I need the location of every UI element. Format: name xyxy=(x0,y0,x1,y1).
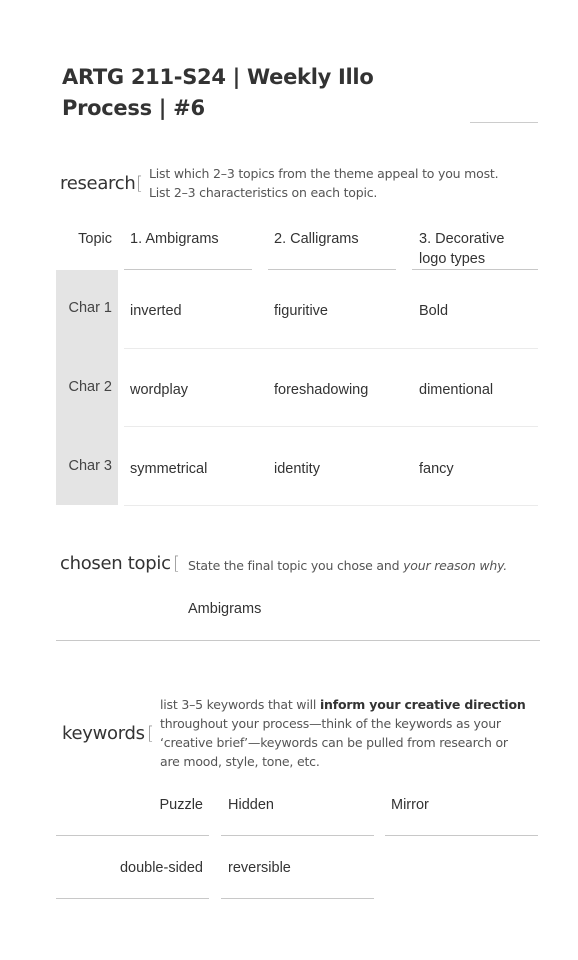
chosen-topic-bracket: [ xyxy=(173,553,181,574)
topic-1: 1. Ambigrams xyxy=(130,231,219,247)
chosen-instruction-italic: your reason why. xyxy=(403,558,508,573)
keyword-2: Hidden xyxy=(228,797,274,813)
topic-header: Topic xyxy=(78,231,112,247)
research-bracket: [ xyxy=(136,173,144,194)
keyword-2-rule xyxy=(221,835,374,836)
topic-2: 2. Calligrams xyxy=(274,231,359,247)
char-1-label: Char 1 xyxy=(68,300,112,316)
char-3-label: Char 3 xyxy=(68,458,112,474)
chosen-instruction-plain: State the final topic you chose and xyxy=(188,558,404,573)
char-1-topic-3: Bold xyxy=(419,303,449,319)
char-3-topic-1: symmetrical xyxy=(130,461,208,477)
page-title: ARTG 211-S24 | Weekly Illo Process | #6 xyxy=(62,65,374,120)
topic-3: 3. Decorative logo types xyxy=(419,231,505,267)
keyword-4: double-sided xyxy=(119,860,203,876)
topic-3-rule xyxy=(412,269,538,270)
char-2-topic-1: wordplay xyxy=(130,382,189,398)
topic-2-rule xyxy=(268,269,396,270)
chosen-topic-label: chosen topic xyxy=(60,553,171,574)
keyword-1-rule xyxy=(56,835,209,836)
char-3-topic-2: identity xyxy=(274,461,320,477)
research-instruction-line1: List which 2–3 topics from the theme appeal to you most. xyxy=(149,166,499,181)
keyword-3: Mirror xyxy=(391,797,429,813)
keyword-5-rule xyxy=(221,898,374,899)
char-2-topic-3: dimentional xyxy=(419,382,494,398)
keywords-instruction-line4: are mood, style, tone, etc. xyxy=(160,754,320,769)
topic-1-rule xyxy=(124,269,252,270)
row-2-divider xyxy=(124,426,538,427)
keyword-5: reversible xyxy=(228,860,291,876)
keyword-4-rule xyxy=(56,898,209,899)
keywords-instruction-line2: throughout your process—think of the keywords as your xyxy=(160,716,501,731)
row-1-divider xyxy=(124,348,538,349)
research-label: research xyxy=(60,173,136,194)
char-2-label: Char 2 xyxy=(68,379,112,395)
keyword-1: Puzzle xyxy=(159,797,203,813)
title-divider xyxy=(470,122,538,123)
keywords-bracket: [ xyxy=(147,723,155,744)
chosen-topic-divider xyxy=(56,640,540,641)
keywords-instruction-pre: list 3–5 keywords that will xyxy=(160,697,320,712)
keywords-label: keywords xyxy=(62,723,145,744)
chosen-topic-value: Ambigrams xyxy=(188,601,262,617)
keywords-instruction-line3: ‘creative brief’—keywords can be pulled from research or xyxy=(160,735,508,750)
char-3-topic-3: fancy xyxy=(419,461,454,477)
row-3-divider xyxy=(124,505,538,506)
research-instructions xyxy=(149,164,529,202)
char-1-topic-1: inverted xyxy=(130,303,182,319)
research-instruction-line2: List 2–3 characteristics on each topic. xyxy=(149,185,378,200)
keyword-3-rule xyxy=(385,835,538,836)
chosen-topic-instructions xyxy=(188,556,533,575)
char-1-topic-2: figuritive xyxy=(274,303,328,319)
keywords-instruction-bold: inform your creative direction xyxy=(319,697,526,712)
char-2-topic-2: foreshadowing xyxy=(274,382,369,398)
keywords-instructions xyxy=(160,695,530,771)
